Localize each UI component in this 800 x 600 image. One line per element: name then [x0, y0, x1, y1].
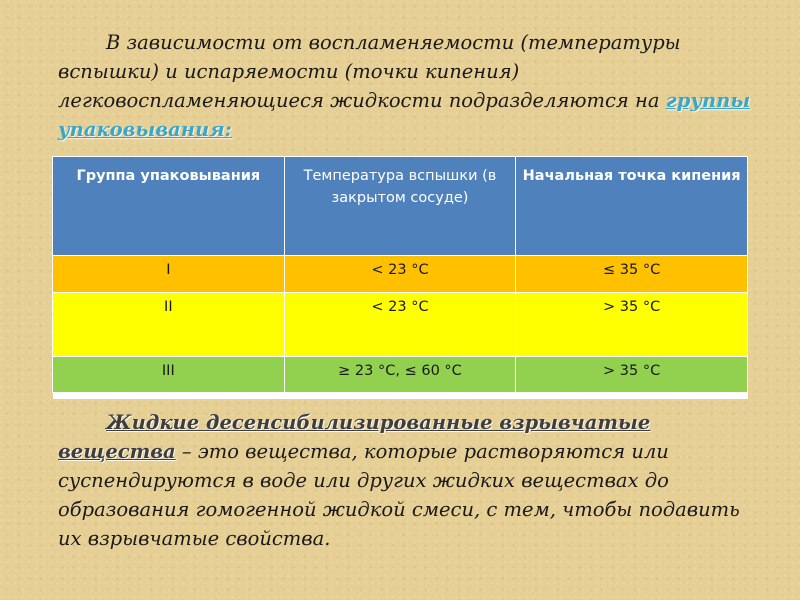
cell-group: I — [53, 256, 285, 293]
table-bottom-band — [53, 393, 748, 400]
header-flash-point: Температура вспышки (в закрытом сосуде) — [284, 157, 516, 256]
cell-flash-point: < 23 °C — [284, 256, 516, 293]
table-row-group-1 — [53, 256, 748, 293]
cell-boiling-point: ≤ 35 °C — [516, 256, 748, 293]
definition-text: – это вещества, которые растворяются или суспендируются в воде или других жидких веществах до образования гомогенной жидкой смеси, с тем, чтобы подавить их взрывчатые свойства. — [58, 440, 740, 550]
cell-flash-point: ≥ 23 °C, ≤ 60 °C — [284, 357, 516, 393]
table-row-group-3 — [53, 357, 748, 393]
header-packing-group: Группа упаковывания — [53, 157, 285, 256]
definition-term: Жидкие десенсибилизированные взрывчатые вещества — [58, 411, 651, 463]
cell-boiling-point: > 35 °C — [516, 293, 748, 357]
header-boiling-point: Начальная точка кипения — [516, 157, 748, 256]
intro-text: В зависимости от воспламеняемости (температуры вспышки) и испаряемости (точки кипения) легковоспламеняющиеся жидкости подразделяются на — [58, 31, 681, 112]
definition-paragraph — [58, 408, 758, 553]
table-row-group-2 — [53, 293, 748, 357]
cell-group: II — [53, 293, 285, 357]
cell-group: III — [53, 357, 285, 393]
cell-boiling-point: > 35 °C — [516, 357, 748, 393]
table-header-row — [53, 157, 748, 256]
packing-groups-table — [52, 156, 748, 399]
packing-groups-link[interactable]: группы упаковывания: — [58, 89, 751, 141]
cell-flash-point: < 23 °C — [284, 293, 516, 357]
intro-paragraph — [58, 28, 758, 144]
